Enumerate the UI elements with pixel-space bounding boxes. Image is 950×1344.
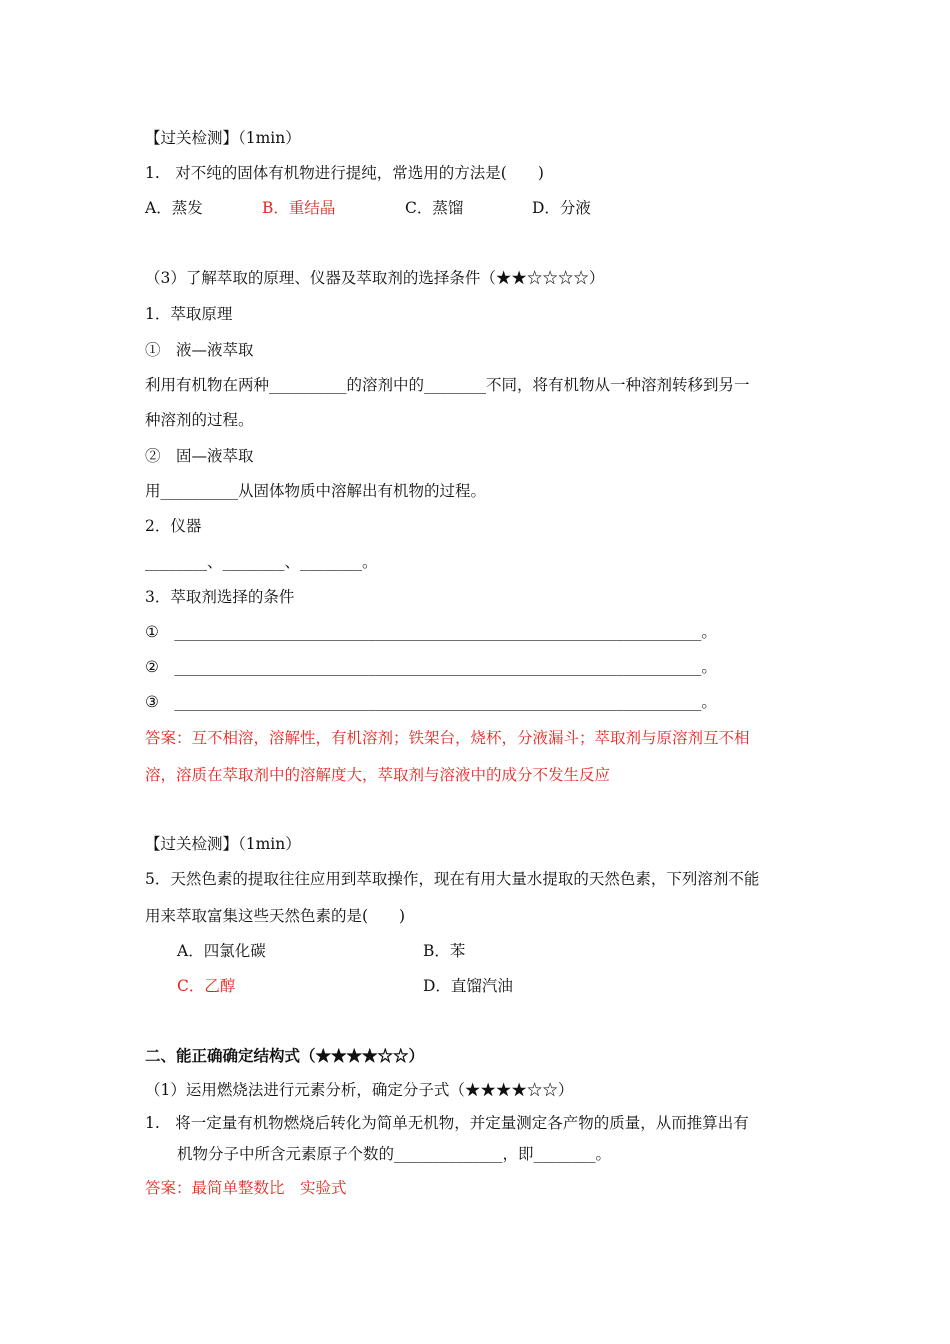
question-5-options-row-1	[177, 941, 465, 961]
option-d: D．直馏汽油	[423, 977, 513, 995]
combustion-question-text-1: 1. 将一定量有机物燃烧后转化为简单无机物，并定量测定各产物的质量，从而推算出有	[145, 1114, 749, 1132]
option-c-correct: C．乙醇	[177, 977, 236, 995]
section-heading-extraction: （3）了解萃取的原理、仪器及萃取剂的选择条件（★★☆☆☆☆）	[145, 269, 605, 287]
option-a: A．四氯化碳	[177, 942, 266, 960]
liquid-liquid-title: ① 液—液萃取	[145, 341, 254, 359]
question-5-text-2: 用来萃取富集这些天然色素的是( )	[145, 907, 406, 925]
instruments-blanks: ________、________、________。	[145, 553, 378, 571]
check-title-1: 【过关检测】（1min）	[145, 129, 301, 147]
option-b: B．苯	[423, 942, 466, 960]
condition-2: ② ____________________________________________________________________。	[145, 658, 717, 676]
liquid-liquid-text-2: 种溶剂的过程。	[145, 411, 254, 429]
solid-liquid-title: ② 固—液萃取	[145, 447, 254, 465]
option-c: C．蒸馏	[405, 199, 464, 217]
section-heading-structure: 二、能正确确定结构式（★★★★☆☆）	[145, 1046, 425, 1065]
condition-1: ① ____________________________________________________________________。	[145, 623, 717, 641]
instruments-title: 2．仪器	[145, 517, 202, 535]
option-b-correct: B．重结晶	[262, 199, 336, 217]
question-5-options-row-2	[177, 976, 513, 996]
extraction-principle-title: 1．萃取原理	[145, 305, 233, 323]
condition-3: ③ ____________________________________________________________________。	[145, 693, 717, 711]
answer-line-2: 溶，溶质在萃取剂中的溶解度大，萃取剂与溶液中的成分不发生反应	[145, 766, 611, 784]
sub-heading-combustion: （1）运用燃烧法进行元素分析，确定分子式（★★★★☆☆）	[145, 1081, 574, 1099]
option-d: D．分液	[532, 199, 591, 217]
combustion-question-text-2: 机物分子中所含元素原子个数的______________，即________。	[177, 1145, 612, 1163]
question-1-text: 1. 对不纯的固体有机物进行提纯，常选用的方法是( )	[145, 164, 544, 182]
check-title-2: 【过关检测】（1min）	[145, 835, 301, 853]
conditions-title: 3．萃取剂选择的条件	[145, 588, 295, 606]
combustion-answer: 答案：最简单整数比 实验式	[145, 1179, 347, 1197]
question-5-text-1: 5．天然色素的提取往往应用到萃取操作，现在有用大量水提取的天然色素，下列溶剂不能	[145, 870, 760, 888]
solid-liquid-text: 用__________从固体物质中溶解出有机物的过程。	[145, 482, 487, 500]
question-1-options	[145, 198, 591, 218]
option-a: A．蒸发	[145, 199, 203, 217]
answer-line-1: 答案：互不相溶，溶解性，有机溶剂；铁架台，烧杯，分液漏斗；萃取剂与原溶剂互不相	[145, 729, 750, 747]
liquid-liquid-text-1: 利用有机物在两种__________的溶剂中的________不同，将有机物从一种溶剂转移到另一	[145, 376, 750, 394]
